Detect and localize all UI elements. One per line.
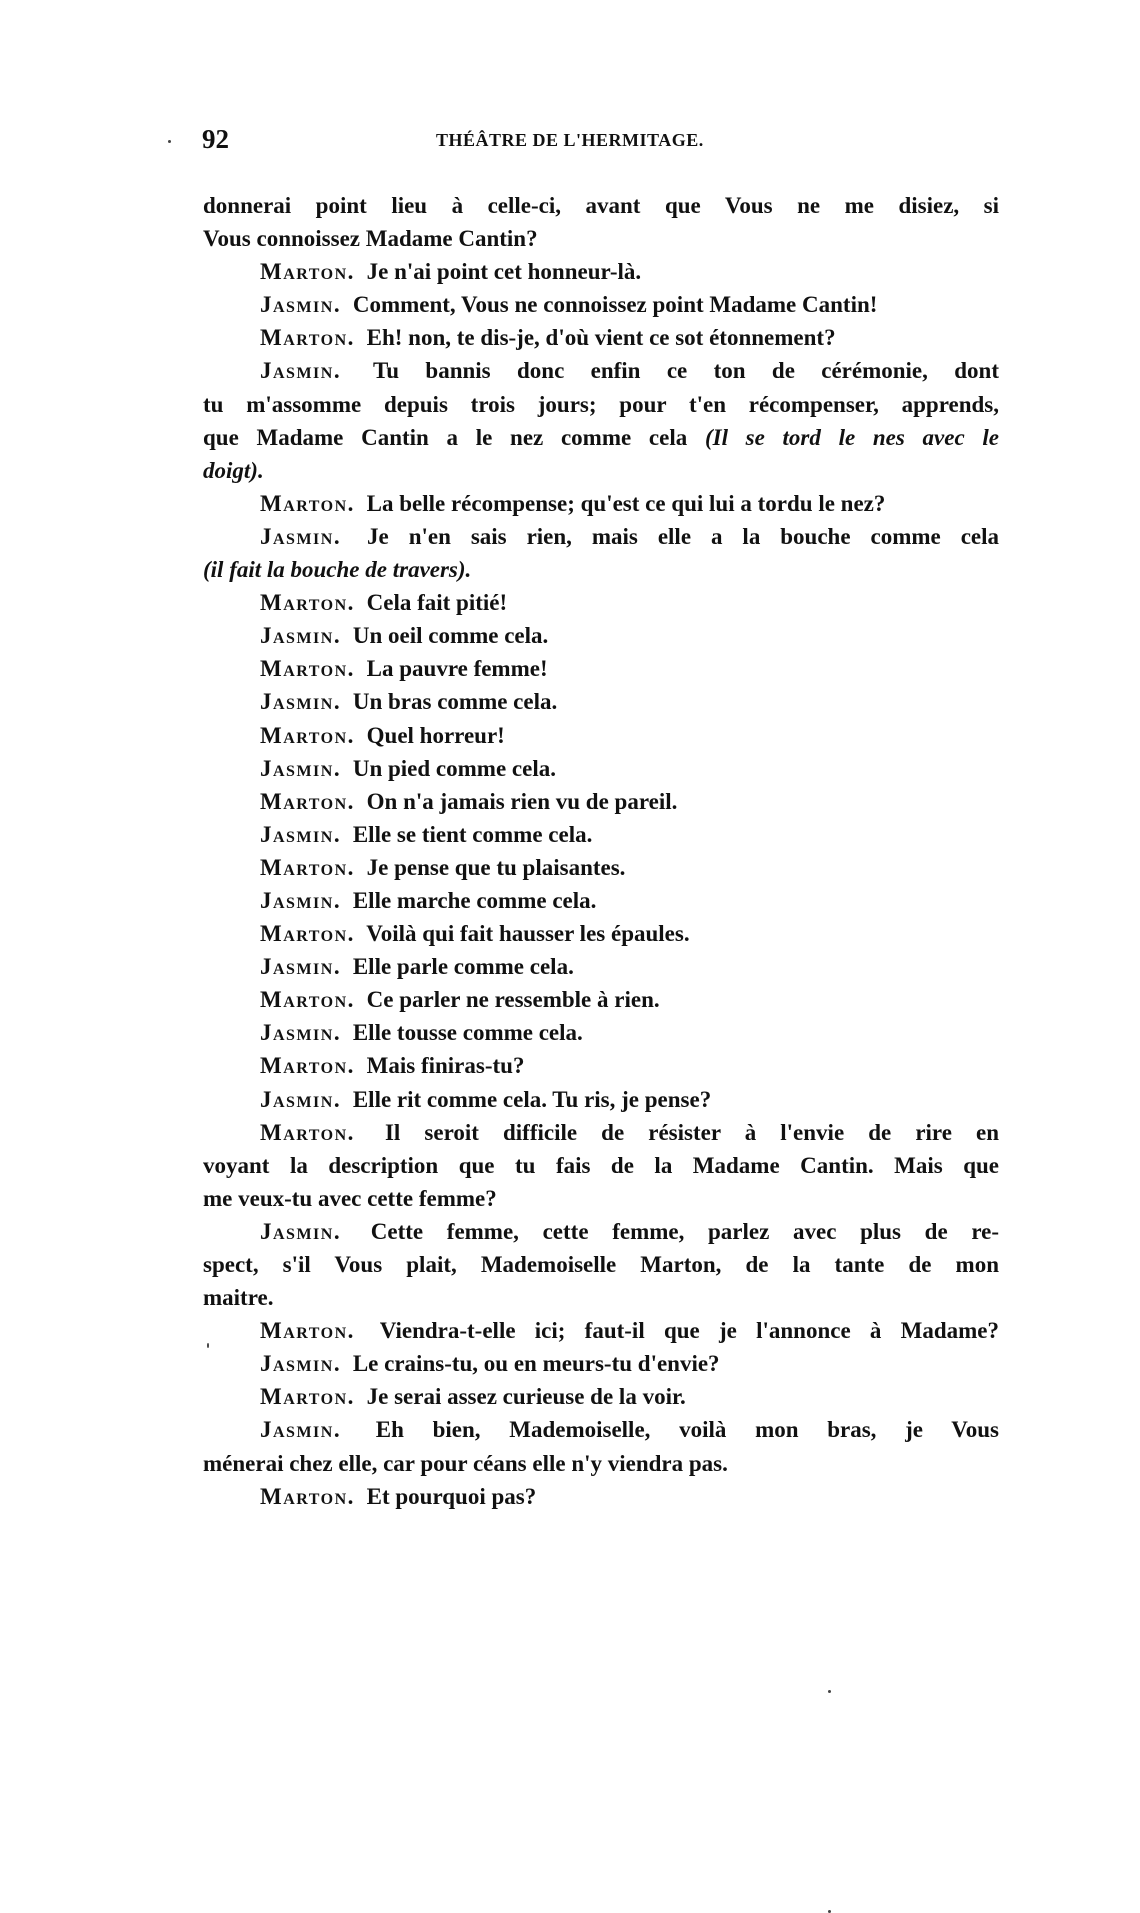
line-text: Je pense que tu plaisantes.	[366, 854, 626, 880]
speaker-name: Marton.	[260, 1318, 355, 1344]
text-line	[203, 1182, 999, 1215]
text-line	[203, 1480, 999, 1513]
line-text: Vous connoissez Madame Cantin?	[203, 226, 538, 252]
line-text: Je serai assez curieuse de la voir.	[366, 1384, 686, 1410]
line-text: Quel horreur!	[366, 722, 505, 748]
line-text: La pauvre femme!	[366, 656, 548, 682]
line-text: que Madame Cantin a le nez comme cela	[203, 424, 688, 450]
play-text	[203, 189, 999, 1513]
text-line	[203, 752, 999, 785]
text-line	[203, 851, 999, 884]
text-line	[203, 1447, 999, 1480]
speaker-name: Jasmin.	[260, 689, 342, 715]
stage-direction: (Il se tord le nes avec le	[704, 424, 999, 450]
speaker-name: Marton.	[260, 1483, 355, 1509]
speaker-name: Marton.	[260, 656, 355, 682]
line-text: donnerai point lieu à celle-ci, avant que Vous ne me disiez, si	[203, 193, 999, 218]
speaker-name: Jasmin.	[260, 1218, 342, 1244]
line-text: maitre.	[203, 1285, 274, 1311]
text-line	[203, 785, 999, 818]
speaker-name: Marton.	[260, 259, 355, 285]
line-text: voyant la description que tu fais de la Madame Cantin. Mais que	[203, 1152, 999, 1178]
page-number: 92	[202, 124, 229, 154]
speaker-name: Jasmin.	[260, 1417, 342, 1443]
line-text: Eh! non, te dis-je, d'où vient ce sot étonnement?	[366, 325, 836, 351]
line-text: Mais finiras-tu?	[366, 1053, 525, 1079]
line-text: Et pourquoi pas?	[366, 1483, 537, 1509]
speaker-name: Marton.	[260, 854, 355, 880]
text-line	[203, 685, 999, 718]
text-line	[203, 1149, 999, 1182]
speaker-name: Marton.	[260, 722, 355, 748]
speaker-name: Marton.	[260, 325, 355, 351]
speaker-name: Jasmin.	[260, 821, 342, 847]
line-text: Je n'en sais rien, mais elle a la bouche comme cela	[367, 523, 1000, 549]
text-line	[203, 1016, 999, 1049]
speaker-name: Jasmin.	[260, 755, 342, 781]
line-text: Elle rit comme cela. Tu ris, je pense?	[352, 1086, 712, 1112]
line-text: Elle tousse comme cela.	[352, 1020, 583, 1046]
line-text: Le crains-tu, ou en meurs-tu d'envie?	[352, 1351, 720, 1377]
speaker-name: Jasmin.	[260, 623, 342, 649]
text-line	[203, 388, 999, 421]
line-text: Il seroit difficile de résister à l'envie de rire en	[384, 1119, 1000, 1145]
text-line	[203, 1281, 999, 1314]
stage-direction: (il fait la bouche de travers).	[203, 557, 472, 583]
text-line	[203, 917, 999, 950]
text-line	[203, 1049, 999, 1082]
text-line	[203, 255, 999, 288]
text-line	[203, 1116, 999, 1149]
line-text: Viendra-t-elle ici; faut-il que je l'annonce à Madame?	[379, 1318, 999, 1344]
text-line	[203, 1314, 999, 1347]
line-text: spect, s'il Vous plait, Mademoiselle Marton, de la tante de mon	[203, 1252, 999, 1277]
line-text: Cette femme, cette femme, parlez avec plus de re-	[370, 1218, 999, 1244]
speaker-name: Jasmin.	[260, 358, 342, 384]
speaker-name: Jasmin.	[260, 523, 342, 549]
speaker-name: Marton.	[260, 788, 355, 814]
text-line	[203, 884, 999, 917]
text-line	[203, 950, 999, 983]
text-line	[203, 189, 999, 222]
speaker-name: Jasmin.	[260, 954, 342, 980]
line-text: me veux-tu avec cette femme?	[203, 1185, 497, 1211]
text-line	[203, 288, 999, 321]
line-text: Tu bannis donc enfin ce ton de cérémonie, dont	[373, 358, 999, 384]
scan-speck	[207, 1343, 209, 1348]
text-line	[203, 454, 999, 487]
line-text: Un pied comme cela.	[352, 755, 556, 781]
text-line	[203, 1413, 999, 1446]
line-text: ménerai chez elle, car pour céans elle n'y viendra pas.	[203, 1450, 728, 1476]
speaker-name: Jasmin.	[260, 1020, 342, 1046]
line-text: Comment, Vous ne connoissez point Madame Cantin!	[352, 292, 878, 318]
line-text: Elle parle comme cela.	[352, 954, 574, 980]
text-line	[203, 520, 999, 553]
scan-speck	[828, 1690, 831, 1693]
speaker-name: Jasmin.	[260, 292, 342, 318]
line-text: tu m'assomme depuis trois jours; pour t'en récompenser, apprends,	[203, 391, 999, 417]
text-line	[203, 1248, 999, 1281]
line-text: Elle marche comme cela.	[352, 887, 597, 913]
line-text: Ce parler ne ressemble à rien.	[366, 987, 660, 1013]
speaker-name: Marton.	[260, 1384, 355, 1410]
line-text: Un oeil comme cela.	[352, 623, 549, 649]
speaker-name: Jasmin.	[260, 887, 342, 913]
line-text: On n'a jamais rien vu de pareil.	[366, 788, 678, 814]
text-line	[203, 983, 999, 1016]
speaker-name: Marton.	[260, 987, 355, 1013]
speaker-name: Jasmin.	[260, 1351, 342, 1377]
text-line	[203, 586, 999, 619]
line-text: Eh bien, Mademoiselle, voilà mon bras, je Vous	[375, 1417, 999, 1443]
text-line	[203, 354, 999, 387]
text-line	[203, 719, 999, 752]
text-line	[203, 553, 999, 586]
text-line	[203, 652, 999, 685]
text-line	[203, 1347, 999, 1380]
text-line	[203, 421, 999, 454]
speaker-name: Marton.	[260, 1119, 355, 1145]
speaker-name: Marton.	[260, 921, 355, 947]
stage-direction: doigt).	[203, 457, 264, 483]
speaker-name: Marton.	[260, 590, 355, 616]
line-text: Un bras comme cela.	[352, 689, 558, 715]
text-line	[203, 487, 999, 520]
line-text: Voilà qui fait hausser les épaules.	[366, 921, 690, 947]
text-line	[203, 321, 999, 354]
line-text: La belle récompense; qu'est ce qui lui a tordu le nez?	[366, 490, 886, 516]
scan-speck	[168, 140, 171, 143]
speaker-name: Jasmin.	[260, 1086, 342, 1112]
speaker-name: Marton.	[260, 1053, 355, 1079]
speaker-name: Marton.	[260, 490, 355, 516]
text-line	[203, 222, 999, 255]
line-text: Cela fait pitié!	[366, 590, 508, 616]
line-text: Elle se tient comme cela.	[352, 821, 593, 847]
text-line	[203, 1380, 999, 1413]
line-text: Je n'ai point cet honneur-là.	[366, 259, 642, 285]
running-title: THÉÂTRE DE L'HERMITAGE.	[436, 130, 704, 150]
text-line	[203, 818, 999, 851]
text-line	[203, 1083, 999, 1116]
text-line	[203, 1215, 999, 1248]
text-line	[203, 619, 999, 652]
